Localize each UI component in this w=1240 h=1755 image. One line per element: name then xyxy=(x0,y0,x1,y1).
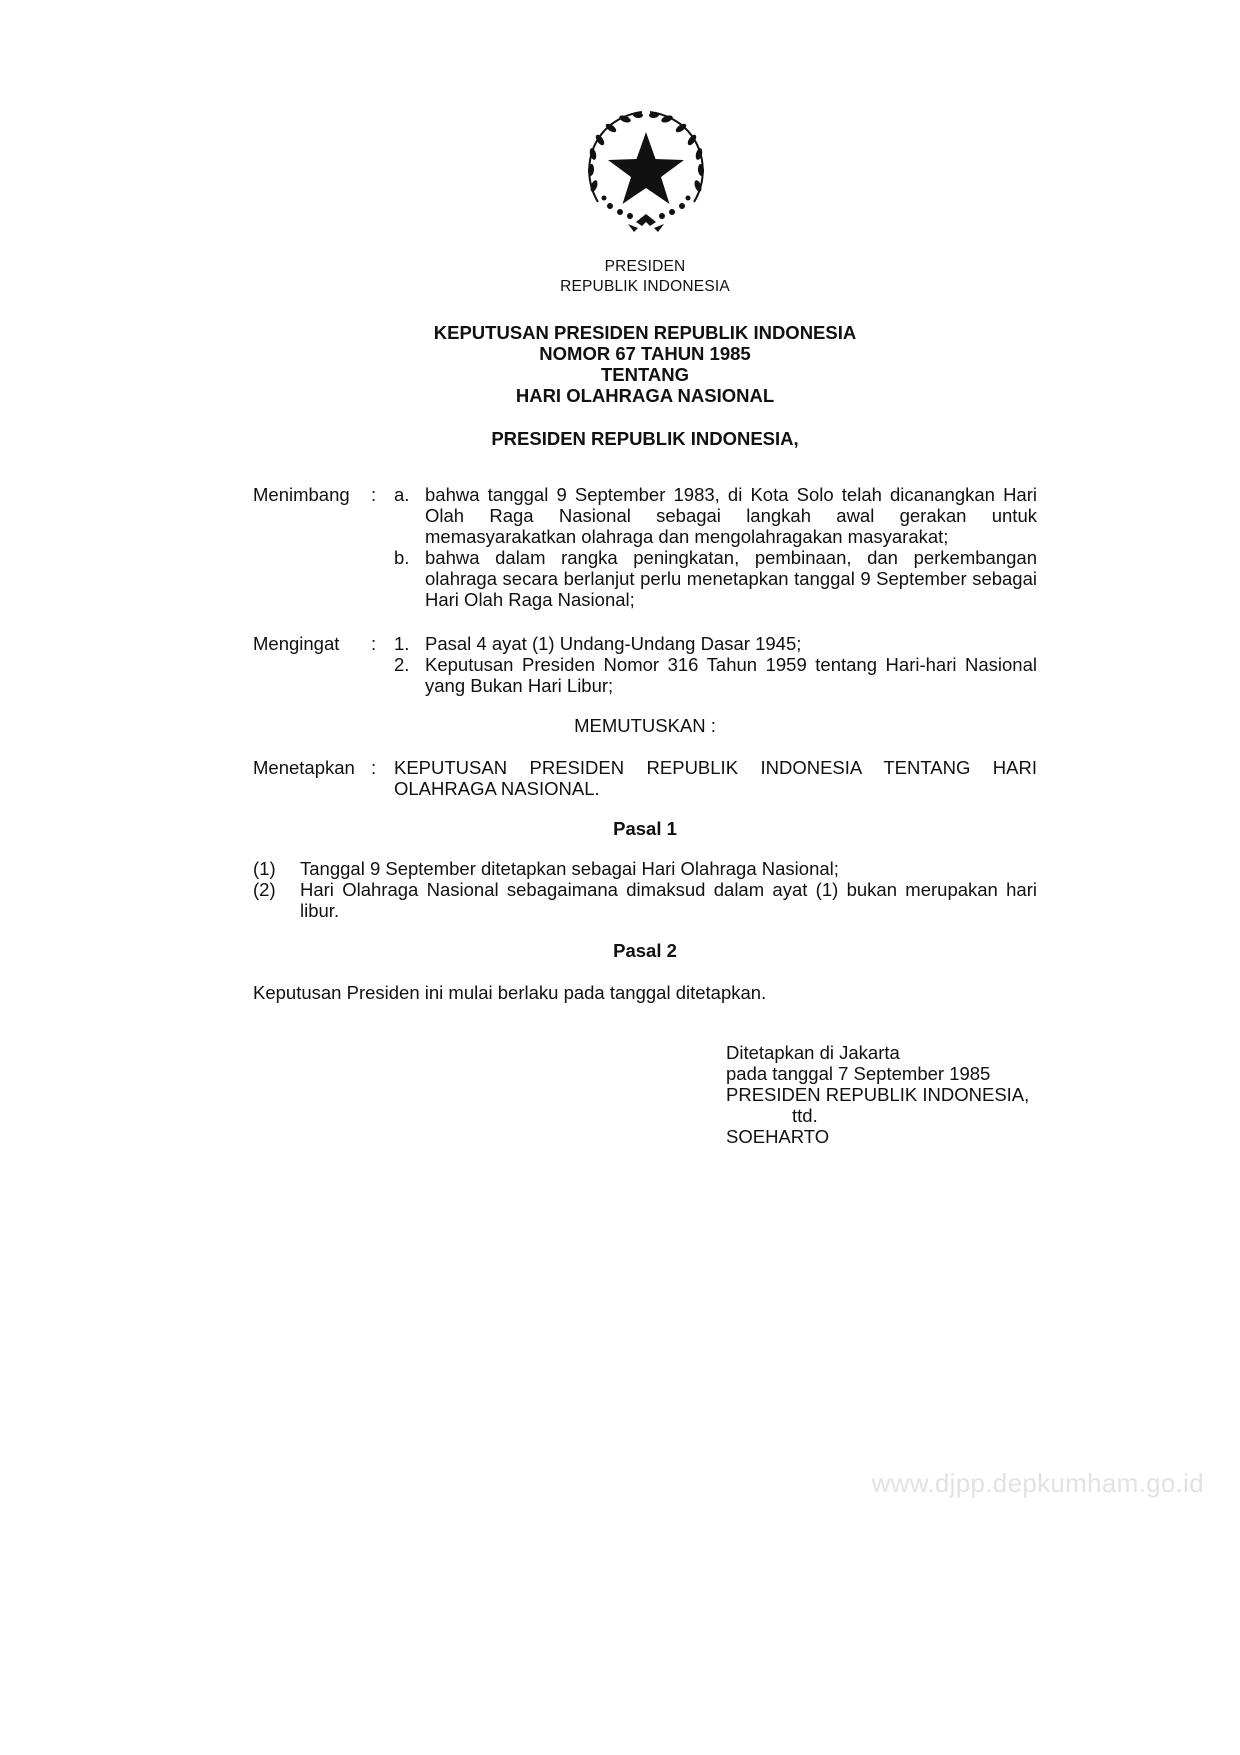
colon: : xyxy=(371,633,377,654)
watermark: www.djpp.depkumham.go.id xyxy=(871,1468,1204,1498)
memutuskan-heading: MEMUTUSKAN : xyxy=(574,715,716,736)
menimbang-label: Menimbang xyxy=(253,484,350,505)
menetapkan-label: Menetapkan xyxy=(253,757,355,778)
signature-place: Ditetapkan di Jakarta xyxy=(726,1042,900,1063)
title-number: NOMOR 67 TAHUN 1985 xyxy=(539,343,751,364)
menimbang-item xyxy=(394,484,1037,547)
item-text: Keputusan Presiden Nomor 316 Tahun 1959 tentang Hari-hari Nasional yang Bukan Hari Libur; xyxy=(425,654,1037,696)
header-president: PRESIDEN xyxy=(604,258,686,275)
ayat-marker: (2) xyxy=(253,879,276,900)
signature-ttd: ttd. xyxy=(792,1105,818,1126)
colon: : xyxy=(371,757,377,778)
signature-block xyxy=(726,1042,1029,1147)
pasal-1-heading: Pasal 1 xyxy=(613,818,677,839)
signature-name: SOEHARTO xyxy=(726,1126,830,1147)
title-line: KEPUTUSAN PRESIDEN REPUBLIK INDONESIA xyxy=(433,322,857,343)
item-text: Pasal 4 ayat (1) Undang-Undang Dasar 1945; xyxy=(425,633,802,654)
item-text: bahwa dalam rangka peningkatan, pembinaan, dan perkembangan olahraga secara berlanjut perlu menetapkan tanggal 9 September sebagai Hari Olah Raga Nasional; xyxy=(425,547,1037,610)
ayat-item xyxy=(253,879,1037,921)
item-marker: a. xyxy=(394,484,410,505)
header-republic: REPUBLIK INDONESIA xyxy=(560,278,730,295)
item-marker: 2. xyxy=(394,654,410,675)
signature-date: pada tanggal 7 September 1985 xyxy=(726,1063,991,1084)
mengingat-item xyxy=(394,633,1037,654)
mengingat-item xyxy=(394,654,1037,696)
ayat-marker: (1) xyxy=(253,858,276,879)
pasal-2-text: Keputusan Presiden ini mulai berlaku pada tanggal ditetapkan. xyxy=(253,982,767,1003)
pasal-2-heading: Pasal 2 xyxy=(613,940,677,961)
menimbang-item xyxy=(394,547,1037,610)
item-marker: b. xyxy=(394,547,410,568)
title-subject: HARI OLAHRAGA NASIONAL xyxy=(515,385,775,406)
ayat-text: Tanggal 9 September ditetapkan sebagai Hari Olahraga Nasional; xyxy=(300,858,839,879)
mengingat-label: Mengingat xyxy=(253,633,340,654)
ayat-item xyxy=(253,858,1037,879)
menetapkan-item xyxy=(394,757,1037,799)
signature-office: PRESIDEN REPUBLIK INDONESIA, xyxy=(726,1084,1030,1105)
decree-title xyxy=(0,322,1240,406)
item-marker: 1. xyxy=(394,633,410,654)
item-text: bahwa tanggal 9 September 1983, di Kota Solo telah dicanangkan Hari Olah Raga Nasional sebagai langkah awal gerakan untuk memasyarakatkan olahraga dan mengolahragakan masyarakat; xyxy=(425,484,1037,547)
ayat-text: Hari Olahraga Nasional sebagaimana dimaksud dalam ayat (1) bukan merupakan hari libur. xyxy=(300,879,1037,921)
presidential-seal-icon xyxy=(580,106,712,238)
menetapkan-text: KEPUTUSAN PRESIDEN REPUBLIK INDONESIA TENTANG HARI OLAHRAGA NASIONAL. xyxy=(394,757,1037,799)
title-tentang: TENTANG xyxy=(600,364,690,385)
president-heading: PRESIDEN REPUBLIK INDONESIA, xyxy=(491,428,799,449)
colon: : xyxy=(371,484,377,505)
